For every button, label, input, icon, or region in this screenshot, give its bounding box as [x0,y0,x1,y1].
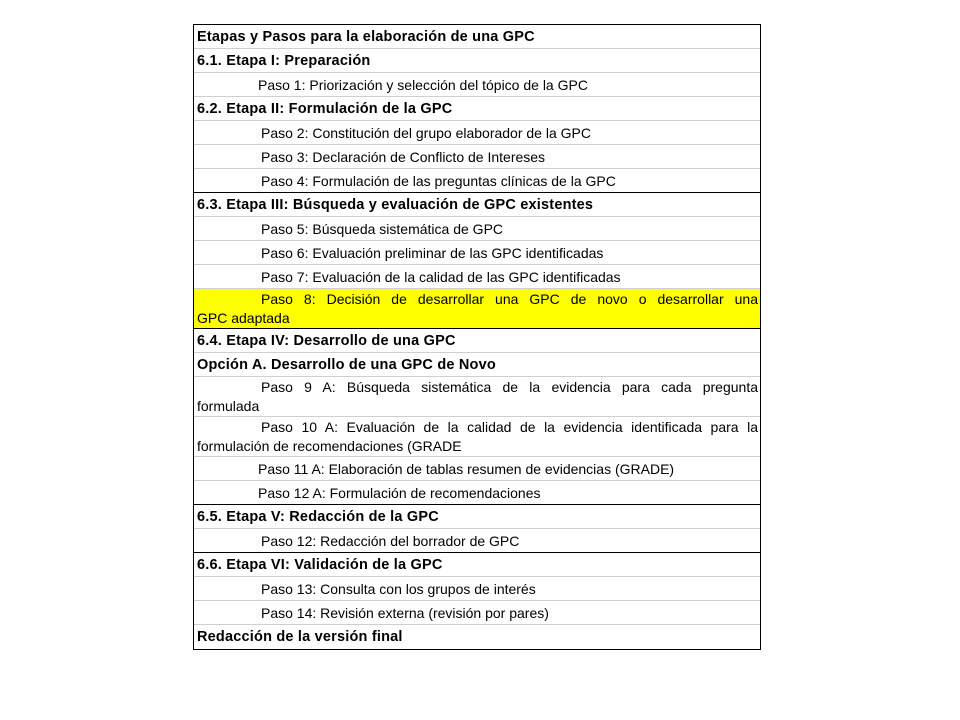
step-row-2 [194,121,760,145]
step-label: Paso 4: Formulación de las preguntas clínicas de la GPC [261,172,616,189]
step-row-11a [194,457,760,481]
stage-label: 6.6. Etapa VI: Validación de la GPC [197,556,443,573]
step-row-12 [194,529,760,553]
stage-label: 6.1. Etapa I: Preparación [197,52,371,69]
stage-row-1 [194,49,760,73]
stage-label: 6.2. Etapa II: Formulación de la GPC [197,100,453,117]
step-label: Paso 11 A: Elaboración de tablas resumen de evidencias (GRADE) [258,460,675,477]
step-row-9a [194,377,760,417]
gpc-stages-table [193,24,761,650]
step-label: Paso 14: Revisión externa (revisión por pares) [261,604,549,621]
table-title-row [194,25,760,49]
stage-row-4 [194,329,760,353]
step-label [197,378,758,416]
option-label: Opción A. Desarrollo de una GPC de Novo [197,356,496,373]
step-label-line-2: formulada [197,398,260,414]
step-label-line-2: GPC adaptada [197,310,290,326]
stage-row-2 [194,97,760,121]
final-version-row [194,625,760,649]
step-row-5 [194,217,760,241]
stage-row-3 [194,193,760,217]
stage-label: 6.4. Etapa IV: Desarrollo de una GPC [197,332,456,349]
step-row-13 [194,577,760,601]
step-label [197,290,758,328]
option-row-a [194,353,760,377]
stage-row-6 [194,553,760,577]
step-label-line-1: Paso 9 A: Búsqueda sistemática de la evidencia para cada pregunta [261,379,758,395]
step-row-14 [194,601,760,625]
step-row-3 [194,145,760,169]
step-row-12a [194,481,760,505]
step-row-4 [194,169,760,193]
step-row-7 [194,265,760,289]
step-label: Paso 3: Declaración de Conflicto de Intereses [261,148,546,165]
final-version-label: Redacción de la versión final [197,629,403,645]
step-label-line-1: Paso 8: Decisión de desarrollar una GPC de novo o desarrollar una [261,291,758,307]
stage-label: 6.5. Etapa V: Redacción de la GPC [197,508,439,525]
step-label: Paso 12 A: Formulación de recomendaciones [258,484,541,501]
step-label: Paso 2: Constitución del grupo elaborador de la GPC [261,124,591,141]
step-row-8-highlighted [194,289,760,329]
table-title: Etapas y Pasos para la elaboración de una GPC [197,28,535,45]
step-label: Paso 12: Redacción del borrador de GPC [261,532,520,549]
step-label: Paso 6: Evaluación preliminar de las GPC identificadas [261,244,604,261]
step-label: Paso 5: Búsqueda sistemática de GPC [261,220,504,237]
step-row-6 [194,241,760,265]
stage-label: 6.3. Etapa III: Búsqueda y evaluación de GPC existentes [197,196,594,213]
step-label: Paso 13: Consulta con los grupos de interés [261,580,536,597]
step-label: Paso 1: Priorización y selección del tópico de la GPC [258,76,588,93]
stage-row-5 [194,505,760,529]
step-label [197,418,758,456]
step-label-line-1: Paso 10 A: Evaluación de la calidad de la evidencia identificada para la [261,419,758,435]
step-row-1 [194,73,760,97]
step-label-line-2: formulación de recomendaciones (GRADE [197,438,462,454]
step-row-10a [194,417,760,457]
step-label: Paso 7: Evaluación de la calidad de las GPC identificadas [261,268,621,285]
